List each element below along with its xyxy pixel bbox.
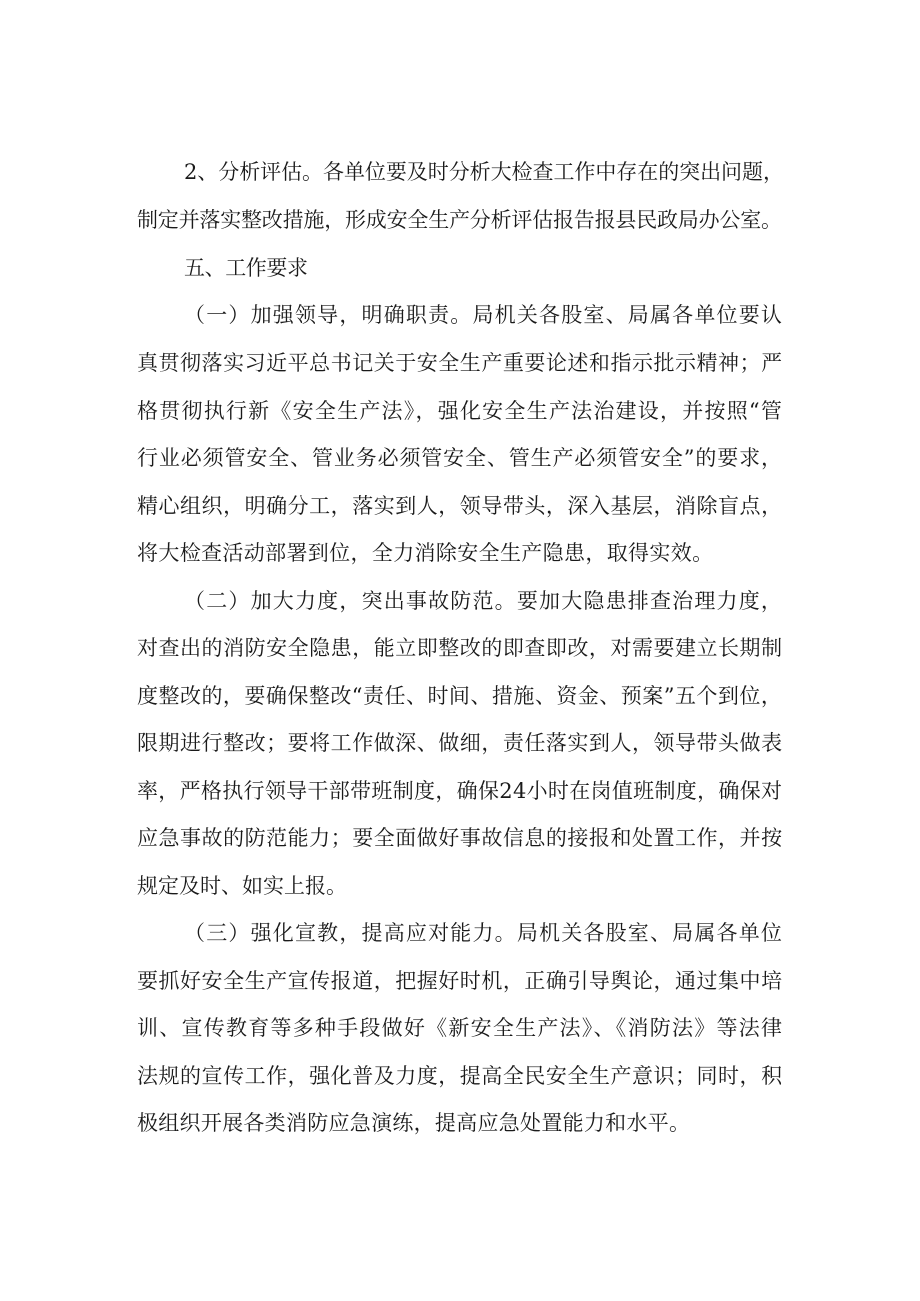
para-req-2-line-5: 率，严格执行领导干部带班制度，确保24小时在岗值班制度，确保对 <box>137 779 783 803</box>
para-req-2-line-1: （二）加大力度，突出事故防范。要加大隐患排查治理力度， <box>184 589 784 613</box>
para-req-1-line-6: 将大检查活动部署到位，全力消除安全生产隐患，取得实效。 <box>137 541 714 565</box>
para-req-1-line-5: 精心组织，明确分工，落实到人，领导带头，深入基层，消除盲点， <box>137 494 783 518</box>
section-heading-work-requirements: 五、工作要求 <box>184 256 308 280</box>
para-req-3-line-3: 训、宣传教育等多种手段做好《新安全生产法》、《消防法》等法律 <box>137 1016 784 1040</box>
para-req-3-line-4: 法规的宣传工作，强化普及力度，提高全民安全生产意识；同时，积 <box>137 1064 783 1088</box>
para-req-3-line-2: 要抓好安全生产宣传报道，把握好时机，正确引导舆论，通过集中培 <box>137 969 783 993</box>
para-req-2-line-6: 应急事故的防范能力；要全面做好事故信息的接报和处置工作，并按 <box>137 826 783 850</box>
para-req-2-line-3: 度整改的，要确保整改“责任、时间、措施、资金、预案”五个到位， <box>137 684 783 708</box>
para-2-line-1: 2、分析评估。各单位要及时分析大检查工作中存在的突出问题， <box>184 160 784 184</box>
para-req-1-line-1: （一）加强领导，明确职责。局机关各股室、局属各单位要认 <box>184 303 784 327</box>
para-req-2-line-2: 对查出的消防安全隐患，能立即整改的即查即改，对需要建立长期制 <box>137 636 783 660</box>
para-req-2-line-7: 规定及时、如实上报。 <box>137 874 347 898</box>
para-2-line-2: 制定并落实整改措施，形成安全生产分析评估报告报县民政局办公室。 <box>137 208 782 232</box>
para-req-1-line-2: 真贯彻落实习近平总书记关于安全生产重要论述和指示批示精神；严 <box>137 351 783 375</box>
para-req-2-line-4: 限期进行整改；要将工作做深、做细，责任落实到人，领导带头做表 <box>137 731 783 755</box>
para-req-3-line-5: 极组织开展各类消防应急演练，提高应急处置能力和水平。 <box>137 1111 691 1135</box>
para-req-1-line-3: 格贯彻执行新《安全生产法》，强化安全生产法治建设，并按照“管 <box>137 399 784 423</box>
para-req-3-line-1: （三）强化宣教，提高应对能力。局机关各股室、局属各单位 <box>184 921 784 945</box>
para-req-1-line-4: 行业必须管安全、管业务必须管安全、管生产必须管安全”的要求， <box>137 446 783 470</box>
